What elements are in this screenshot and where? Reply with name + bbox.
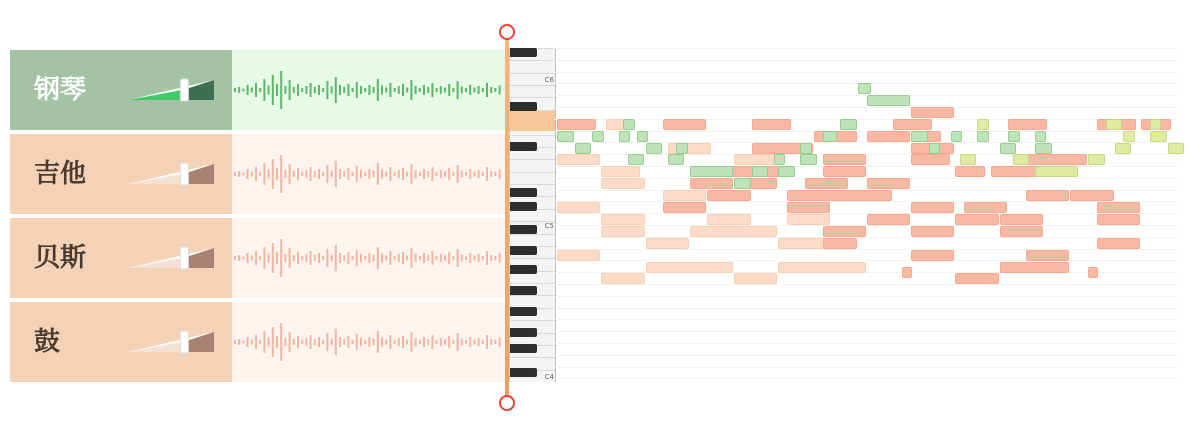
midi-note[interactable]	[911, 202, 954, 213]
midi-note[interactable]	[734, 273, 777, 284]
midi-note[interactable]	[1000, 226, 1043, 237]
track-header-4[interactable]	[10, 302, 232, 382]
midi-note[interactable]	[1000, 214, 1043, 225]
white-key-divider	[510, 97, 555, 98]
midi-note[interactable]	[1035, 131, 1046, 142]
track-waveform-4[interactable]	[232, 302, 505, 382]
grid-row-line	[554, 308, 1178, 309]
black-key[interactable]	[510, 202, 537, 211]
midi-note[interactable]	[690, 226, 778, 237]
piano-keyboard[interactable]	[509, 48, 556, 382]
midi-note[interactable]	[557, 202, 600, 213]
midi-note[interactable]	[823, 154, 866, 165]
grid-row-line	[554, 378, 1178, 379]
white-key-divider	[510, 135, 555, 136]
midi-note[interactable]	[707, 214, 750, 225]
midi-note[interactable]	[707, 190, 750, 201]
midi-note[interactable]	[592, 131, 603, 142]
midi-note[interactable]	[823, 226, 866, 237]
black-key[interactable]	[510, 48, 537, 57]
midi-note[interactable]	[823, 131, 838, 142]
track-waveform-1[interactable]	[232, 50, 505, 130]
track-header-1[interactable]	[10, 50, 232, 130]
grid-row-line	[554, 213, 1178, 214]
midi-note[interactable]	[557, 250, 600, 261]
midi-note[interactable]	[601, 214, 644, 225]
midi-note[interactable]	[902, 267, 912, 278]
midi-note[interactable]	[1150, 131, 1167, 142]
midi-note[interactable]	[840, 119, 857, 130]
midi-note[interactable]	[867, 131, 910, 142]
midi-note[interactable]	[628, 154, 645, 165]
black-key[interactable]	[510, 307, 537, 316]
grid-row-line	[554, 319, 1178, 320]
grid-row-line	[554, 60, 1178, 61]
volume-knob	[180, 163, 188, 185]
midi-note[interactable]	[977, 119, 988, 130]
midi-note[interactable]	[911, 226, 954, 237]
midi-note[interactable]	[646, 262, 734, 273]
midi-note[interactable]	[911, 107, 954, 118]
grid-row-line	[554, 72, 1178, 73]
midi-note[interactable]	[1088, 267, 1098, 278]
white-key-divider	[510, 60, 555, 61]
midi-note[interactable]	[1097, 238, 1140, 249]
black-key[interactable]	[510, 142, 537, 151]
midi-note[interactable]	[787, 214, 830, 225]
midi-note[interactable]	[778, 166, 795, 177]
midi-note[interactable]	[1000, 262, 1070, 273]
midi-note[interactable]	[1035, 143, 1052, 154]
midi-note[interactable]	[800, 154, 817, 165]
grid-row-line	[554, 284, 1178, 285]
midi-note[interactable]	[1097, 214, 1140, 225]
midi-note[interactable]	[601, 178, 644, 189]
midi-note[interactable]	[1168, 143, 1185, 154]
midi-note[interactable]	[774, 154, 785, 165]
volume-slider[interactable]	[126, 78, 216, 102]
midi-note[interactable]	[1026, 250, 1069, 261]
midi-note[interactable]	[787, 190, 892, 201]
midi-note[interactable]	[1106, 119, 1123, 130]
track-header-2[interactable]	[10, 134, 232, 214]
midi-note[interactable]	[911, 250, 954, 261]
midi-note[interactable]	[1150, 119, 1161, 130]
midi-note[interactable]	[646, 238, 689, 249]
volume-slider[interactable]	[126, 162, 216, 186]
midi-note[interactable]	[1097, 202, 1140, 213]
midi-note[interactable]	[1088, 154, 1105, 165]
white-key-divider	[510, 85, 555, 86]
grid-row-line	[554, 296, 1178, 297]
midi-note[interactable]	[977, 131, 988, 142]
playhead[interactable]	[505, 32, 509, 404]
midi-note[interactable]	[1008, 119, 1047, 130]
octave-label: C5	[544, 222, 554, 230]
midi-note[interactable]	[668, 154, 685, 165]
track-waveform-2[interactable]	[232, 134, 505, 214]
midi-note[interactable]	[955, 273, 998, 284]
grid-row-line	[554, 201, 1178, 202]
track-name: 吉他	[34, 159, 87, 189]
midi-note[interactable]	[557, 154, 600, 165]
midi-note[interactable]	[893, 119, 932, 130]
black-key[interactable]	[510, 246, 537, 255]
volume-knob	[180, 331, 188, 353]
grid-row-line	[554, 331, 1178, 332]
midi-note[interactable]	[646, 143, 663, 154]
grid-row-line	[554, 107, 1178, 108]
black-key[interactable]	[510, 286, 537, 295]
track-waveform-3[interactable]	[232, 218, 505, 298]
midi-note[interactable]	[557, 119, 596, 130]
track-header-3[interactable]	[10, 218, 232, 298]
black-key[interactable]	[510, 188, 537, 197]
midi-note[interactable]	[663, 119, 706, 130]
midi-note[interactable]	[911, 131, 928, 142]
grid-row-line	[554, 343, 1178, 344]
midi-note[interactable]	[867, 178, 910, 189]
midi-note[interactable]	[1026, 154, 1087, 165]
octave-label: C6	[544, 76, 554, 84]
octave-label: C4	[544, 373, 554, 381]
midi-note[interactable]	[601, 226, 644, 237]
midi-note[interactable]	[867, 214, 910, 225]
midi-note[interactable]	[778, 262, 866, 273]
midi-note[interactable]	[1035, 166, 1078, 177]
white-key-divider	[510, 159, 555, 160]
volume-slider[interactable]	[126, 330, 216, 354]
black-key[interactable]	[510, 344, 537, 353]
midi-note[interactable]	[1000, 143, 1017, 154]
volume-knob	[180, 247, 188, 269]
midi-note[interactable]	[805, 178, 848, 189]
grid-row-line	[554, 166, 1178, 167]
active-key-highlight	[510, 111, 555, 131]
midi-note[interactable]	[752, 166, 769, 177]
midi-note[interactable]	[663, 190, 706, 201]
white-key-divider	[510, 283, 555, 284]
grid-row-line	[554, 225, 1178, 226]
midi-note[interactable]	[911, 154, 950, 165]
grid-row-line	[554, 48, 1178, 49]
black-key[interactable]	[510, 265, 537, 274]
white-key-divider	[510, 258, 555, 259]
midi-note[interactable]	[663, 202, 706, 213]
midi-note[interactable]	[676, 143, 687, 154]
white-key-divider	[510, 357, 555, 358]
midi-note[interactable]	[668, 143, 711, 154]
midi-note[interactable]	[955, 166, 985, 177]
midi-note[interactable]	[960, 154, 977, 165]
grid-row-line	[554, 178, 1178, 179]
midi-note[interactable]	[623, 119, 634, 130]
midi-note[interactable]	[1026, 190, 1069, 201]
midi-note[interactable]	[601, 273, 644, 284]
midi-note[interactable]	[557, 131, 574, 142]
midi-note[interactable]	[1008, 131, 1019, 142]
midi-note[interactable]	[1123, 131, 1134, 142]
grid-row-line	[554, 355, 1178, 356]
grid-row-line	[554, 119, 1178, 120]
white-key-divider	[510, 184, 555, 185]
volume-slider[interactable]	[126, 246, 216, 270]
track-name: 鼓	[34, 327, 61, 357]
midi-note[interactable]	[823, 238, 857, 249]
midi-note[interactable]	[929, 143, 940, 154]
black-key[interactable]	[510, 102, 537, 111]
piano-roll-grid[interactable]	[554, 48, 1178, 382]
playhead-bottom-handle[interactable]	[499, 395, 515, 411]
white-key-divider	[510, 73, 555, 74]
grid-row-line	[554, 249, 1178, 250]
midi-note[interactable]	[858, 83, 871, 94]
volume-knob	[180, 79, 188, 101]
midi-note[interactable]	[1013, 154, 1030, 165]
midi-note[interactable]	[637, 131, 648, 142]
midi-note[interactable]	[690, 166, 733, 177]
white-key-divider	[510, 295, 555, 296]
midi-note[interactable]	[619, 131, 630, 142]
midi-note[interactable]	[690, 178, 733, 189]
grid-row-line	[554, 367, 1178, 368]
midi-note[interactable]	[575, 143, 592, 154]
midi-note[interactable]	[951, 131, 962, 142]
track-name: 贝斯	[34, 243, 87, 273]
midi-note[interactable]	[964, 202, 1007, 213]
midi-note[interactable]	[867, 95, 910, 106]
midi-note[interactable]	[787, 202, 830, 213]
midi-note[interactable]	[955, 214, 998, 225]
midi-note[interactable]	[823, 166, 866, 177]
midi-note[interactable]	[1070, 190, 1113, 201]
track-name: 钢琴	[34, 75, 87, 105]
black-key[interactable]	[510, 225, 537, 234]
white-key-divider	[510, 172, 555, 173]
midi-note[interactable]	[601, 166, 640, 177]
playhead-top-handle[interactable]	[499, 24, 515, 40]
midi-note[interactable]	[734, 154, 777, 165]
midi-note[interactable]	[734, 178, 751, 189]
white-key-divider	[510, 320, 555, 321]
midi-note[interactable]	[752, 119, 791, 130]
black-key[interactable]	[510, 328, 537, 337]
midi-note[interactable]	[1115, 143, 1132, 154]
midi-note[interactable]	[800, 143, 811, 154]
black-key[interactable]	[510, 368, 537, 377]
